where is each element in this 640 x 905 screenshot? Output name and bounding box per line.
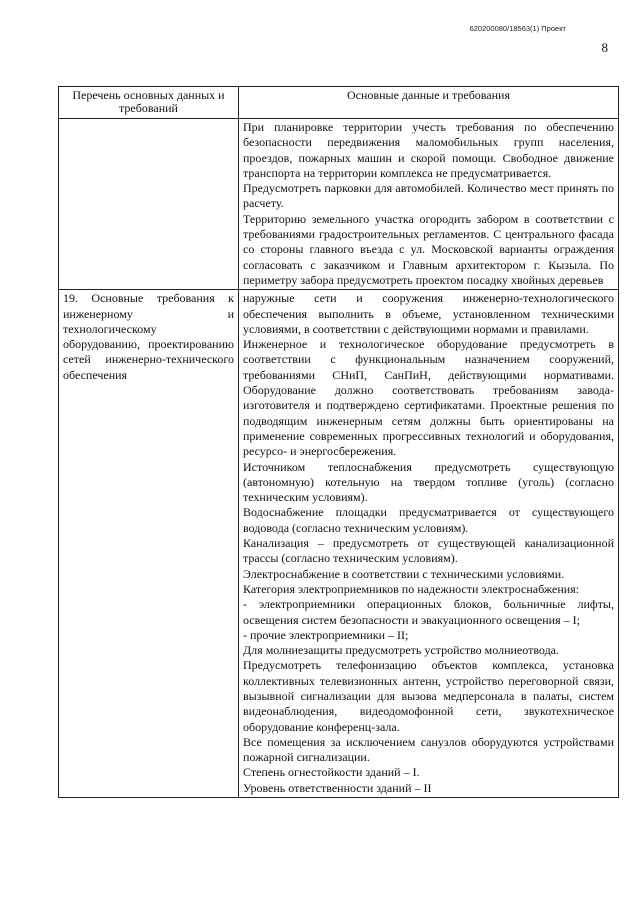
paragraph: При планировке территории учесть требования по обеспечению безопасности передвижения маломобильных групп населения, проездов, пожарных машин и скорой помощи. Свободное движение транспорта на территории комплекса не предусматривается.: [243, 120, 614, 180]
paragraph: Инженерное и технологическое оборудование предусмотреть в соответствии с функциональным назначением сооружений, требованиями СНиП, СанПиН, действующими нормативами. Оборудование должно соответствовать требованиям завода-изготовителя и подтверждено сертификатами. Проектные решения по подводящим инженерным сетям должны быть ориентированы на применение современных прогрессивных технологий и оборудования, ресурсо- и энергосбережения.: [243, 337, 614, 459]
paragraph: Территорию земельного участка огородить забором в соответствии с требованиями градостроительных регламентов. С центрального фасада со стороны главного въезда с ул. Московской варианты ограждения согласовать с заказчиком и Главным архитектором г. Кызыла. По периметру забора предусмотреть проектом посадку хвойных деревьев: [243, 211, 614, 287]
row2-right-cell: [239, 290, 619, 798]
paragraph: Предусмотреть телефонизацию объектов комплекса, установка коллективных телевизионных антенн, устройство переговорной связи, вызывной сигнализации для вызова медперсонала в палаты, систем видеонаблюдения, видеодомофонной сети, звукотехническое оборудование конференц-зала.: [243, 658, 614, 734]
paragraph: Все помещения за исключением санузлов оборудуются устройствами пожарной сигнализации.: [243, 734, 614, 765]
paragraph: Категория электроприемников по надежности электроснабжения:: [243, 581, 580, 596]
paragraph: наружные сети и сооружения инженерно-технологического обеспечения выполнить в объеме, установленном техническими условиями, в соответствии с действующими нормами и правилами.: [243, 291, 614, 336]
table-row: [59, 119, 619, 290]
paragraph: Для молниезащиты предусмотреть устройство молниеотвода.: [243, 643, 560, 658]
requirements-table: [58, 86, 619, 798]
document-code: 620200080/18563(1) Проект: [469, 24, 566, 33]
paragraph: Уровень ответственности зданий – II: [243, 780, 432, 795]
paragraph: - прочие электроприемники – II;: [243, 627, 409, 642]
page-number: 8: [601, 40, 608, 55]
paragraph: Электроснабжение в соответствии с техническими условиями.: [243, 566, 565, 581]
paragraph: Источником теплоснабжения предусмотреть существующую (автономную) котельную на твердом топливе (уголь) (согласно техническим условиям).: [243, 459, 614, 505]
paragraph: Водоснабжение площадки предусматривается от существующего водовода (согласно техническим условиям).: [243, 505, 614, 535]
paragraph: Канализация – предусмотреть от существующей канализационной трассы (согласно техническим условиям).: [243, 536, 614, 566]
table-row: [59, 290, 619, 798]
row1-left-cell: [59, 119, 239, 290]
row1-right-cell: [239, 119, 619, 290]
paragraph: Предусмотреть парковки для автомобилей. Количество мест принять по расчету.: [243, 181, 614, 211]
header-data-list: Перечень основных данных и требований: [59, 87, 239, 119]
paragraph: Степень огнестойкости зданий – I.: [243, 765, 420, 780]
row2-left-cell: 19. Основные требования к инженерному и технологическому оборудованию, проектированию сетей инженерно-технического обеспечения: [59, 290, 239, 798]
header-data-requirements: Основные данные и требования: [239, 87, 619, 119]
table-header-row: [59, 87, 619, 119]
paragraph: - электроприемники операционных блоков, больничные лифты, освещения систем безопасности и эвакуационного освещения – I;: [243, 597, 614, 627]
